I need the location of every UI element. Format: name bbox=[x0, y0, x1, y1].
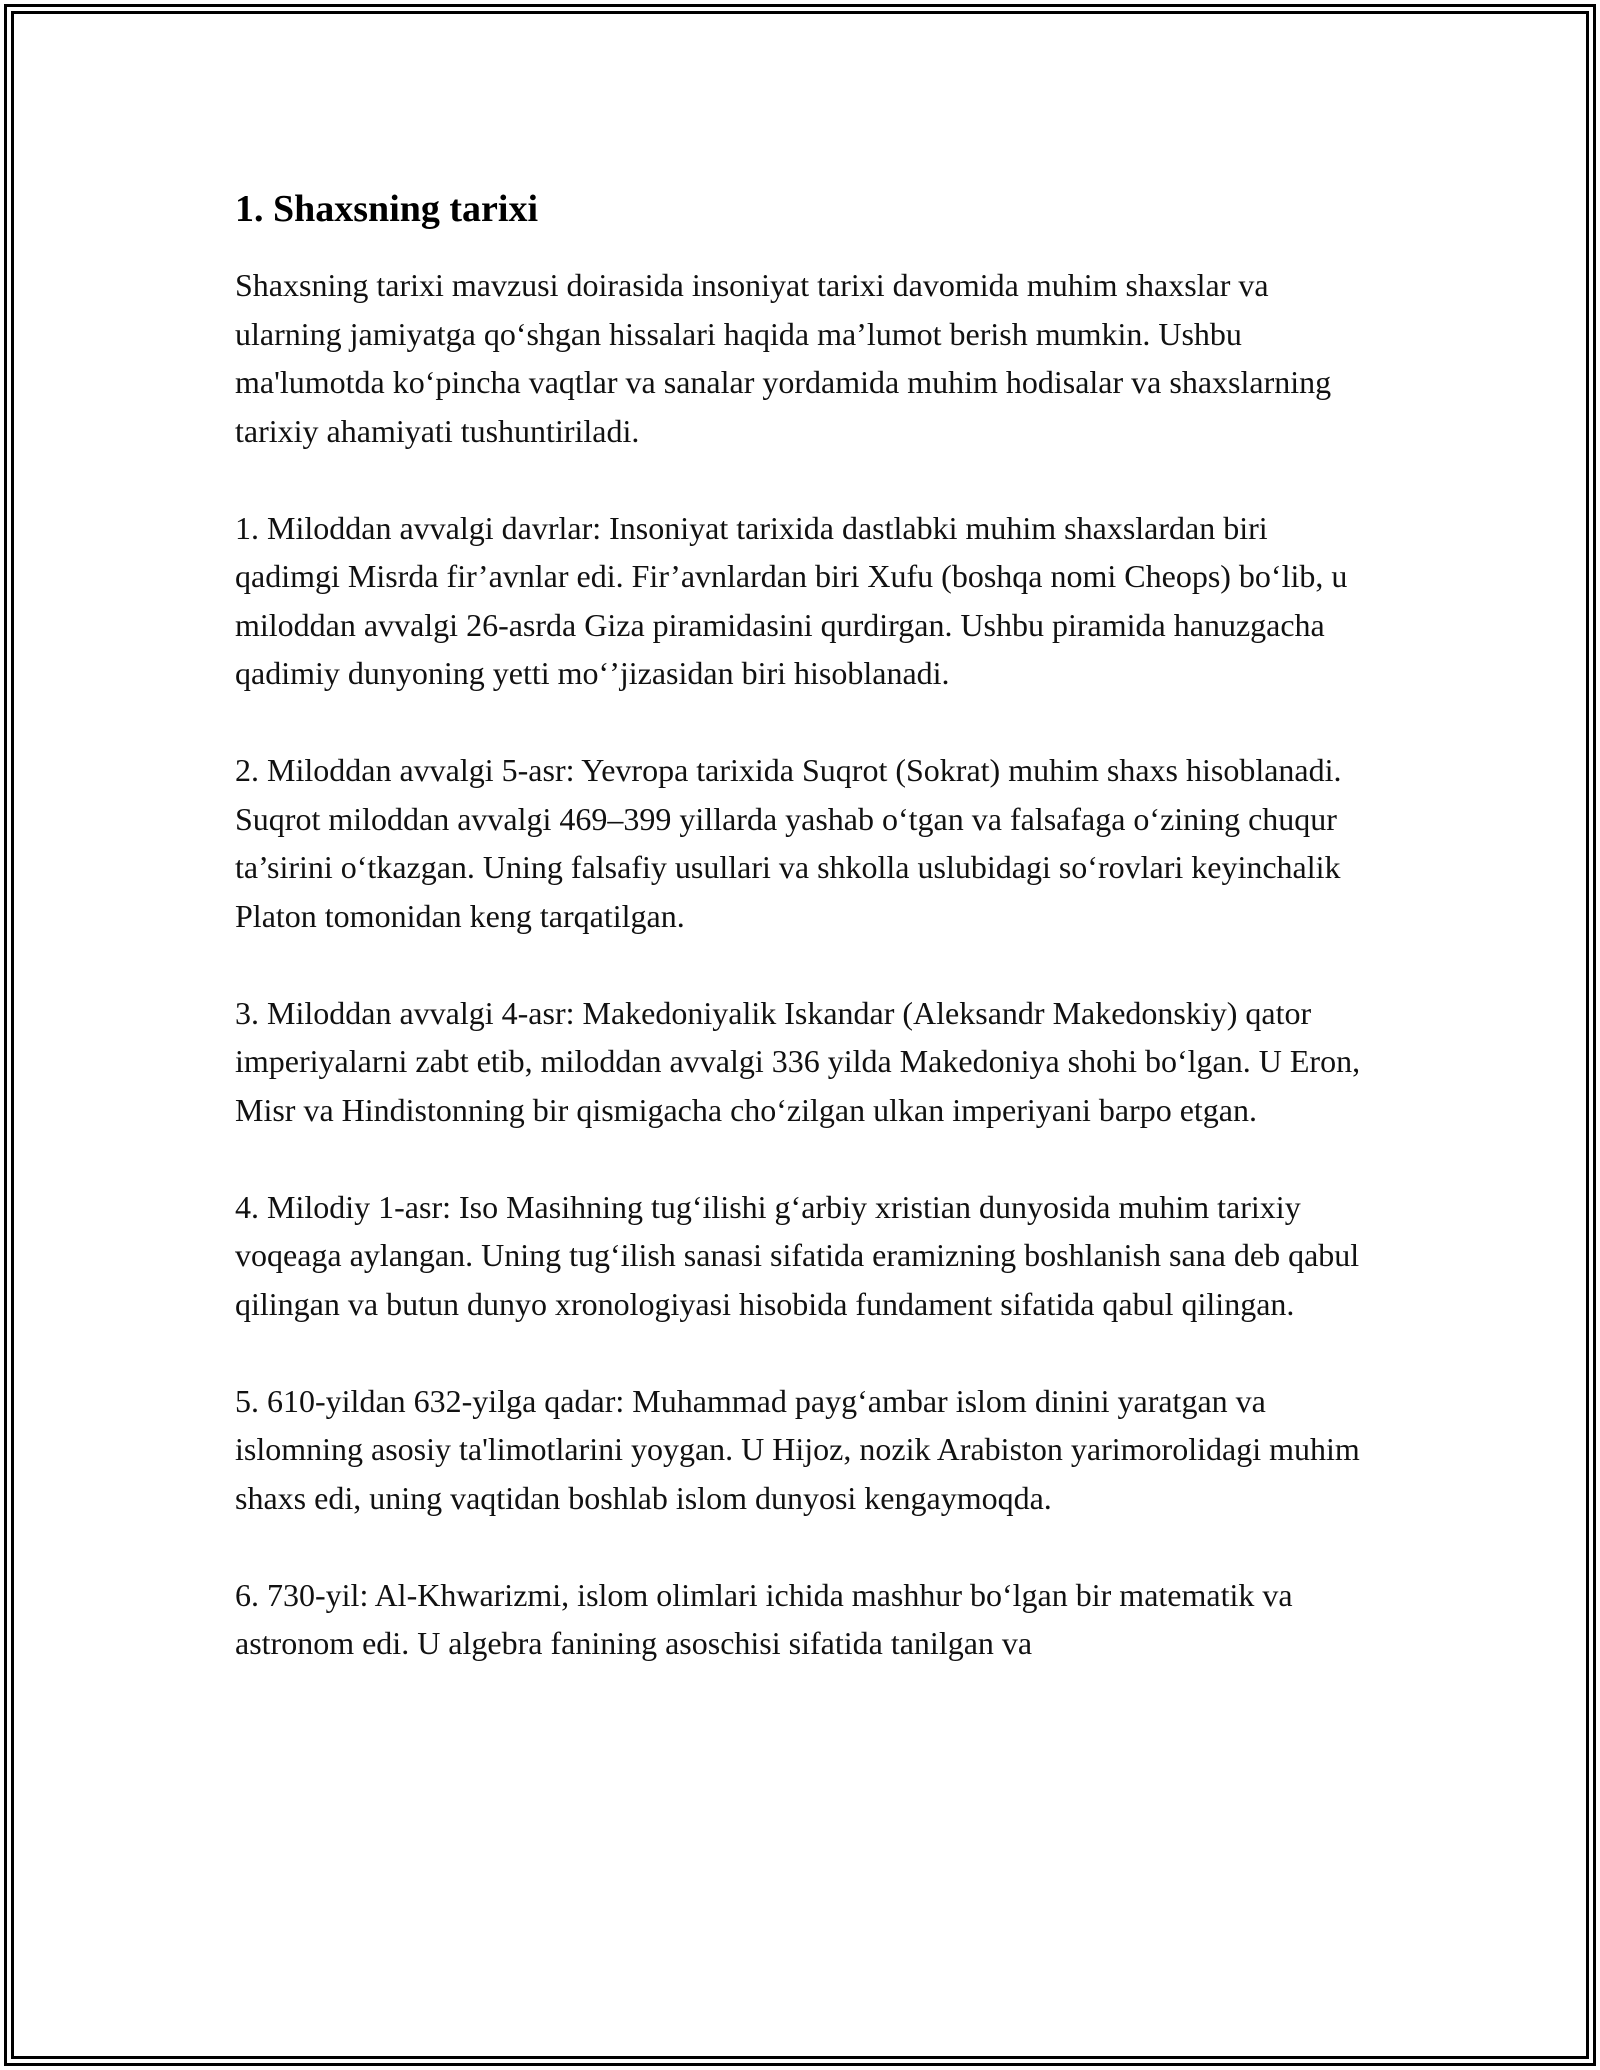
section-heading: 1. Shaxsning tarixi bbox=[235, 188, 539, 230]
list-item-paragraph: 3. Miloddan avvalgi 4-asr: Makedoniyalik Iskandar (Aleksandr Makedonskiy) qator imperiyalarni zabt etib, miloddan avvalgi 336 yilda Makedoniya shohi bo‘lgan. U Eron, Misr va Hindistonning bir qismigacha cho‘zilgan ulkan imperiyani barpo etgan. bbox=[235, 994, 1361, 1128]
list-item-paragraph: 6. 730-yil: Al-Khwarizmi, islom olimlari ichida mashhur bo‘lgan bir matematik va astronom edi. U algebra fanining asoschisi sifatida tanilgan va bbox=[235, 1576, 1293, 1661]
document-body bbox=[235, 185, 1370, 1668]
list-item-paragraph: 2. Miloddan avvalgi 5-asr: Yevropa tarixida Suqrot (Sokrat) muhim shaxs hisoblanadi. Suqrot miloddan avvalgi 469–399 yillarda yashab o‘tgan va falsafaga o‘zining chuqur ta’sirini o‘tkazgan. Uning falsafiy usullari va shkolla uslubidagi so‘rovlari keyinchalik Platon tomonidan keng tarqatilgan. bbox=[235, 752, 1342, 934]
list-item-paragraph: 1. Miloddan avvalgi davrlar: Insoniyat tarixida dastlabki muhim shaxslardan biri qadimgi Misrda fir’avnlar edi. Fir’avnlardan biri Xufu (boshqa nomi Cheops) bo‘lib, u miloddan avvalgi 26-asrda Giza piramidasini qurdirgan. Ushbu piramida hanuzgacha qadimiy dunyoning yetti mo‘’jizasidan biri hisoblanadi. bbox=[235, 509, 1348, 691]
list-item-paragraph: 4. Milodiy 1-asr: Iso Masihning tug‘ilishi g‘arbiy xristian dunyosida muhim tarixiy voqeaga aylangan. Uning tug‘ilish sanasi sifatida eramizning boshlanish sana deb qabul qilingan va butun dunyo xronologiyasi hisobida fundament sifatida qabul qilingan. bbox=[235, 1188, 1360, 1322]
list-item-paragraph: 5. 610-yildan 632-yilga qadar: Muhammad payg‘ambar islom dinini yaratgan va islomning asosiy ta'limotlarini yoygan. U Hijoz, nozik Arabiston yarimorolidagi muhim shaxs edi, uning vaqtidan boshlab islom dunyosi kengaymoqda. bbox=[235, 1382, 1360, 1516]
intro-paragraph: Shaxsning tarixi mavzusi doirasida insoniyat tarixi davomida muhim shaxslar va ularning jamiyatga qo‘shgan hissalari haqida ma’lumot berish mumkin. Ushbu ma'lumotda ko‘pincha vaqtlar va sanalar yordamida muhim hodisalar va shaxslarning tarixiy ahamiyati tushuntiriladi. bbox=[235, 267, 1332, 449]
